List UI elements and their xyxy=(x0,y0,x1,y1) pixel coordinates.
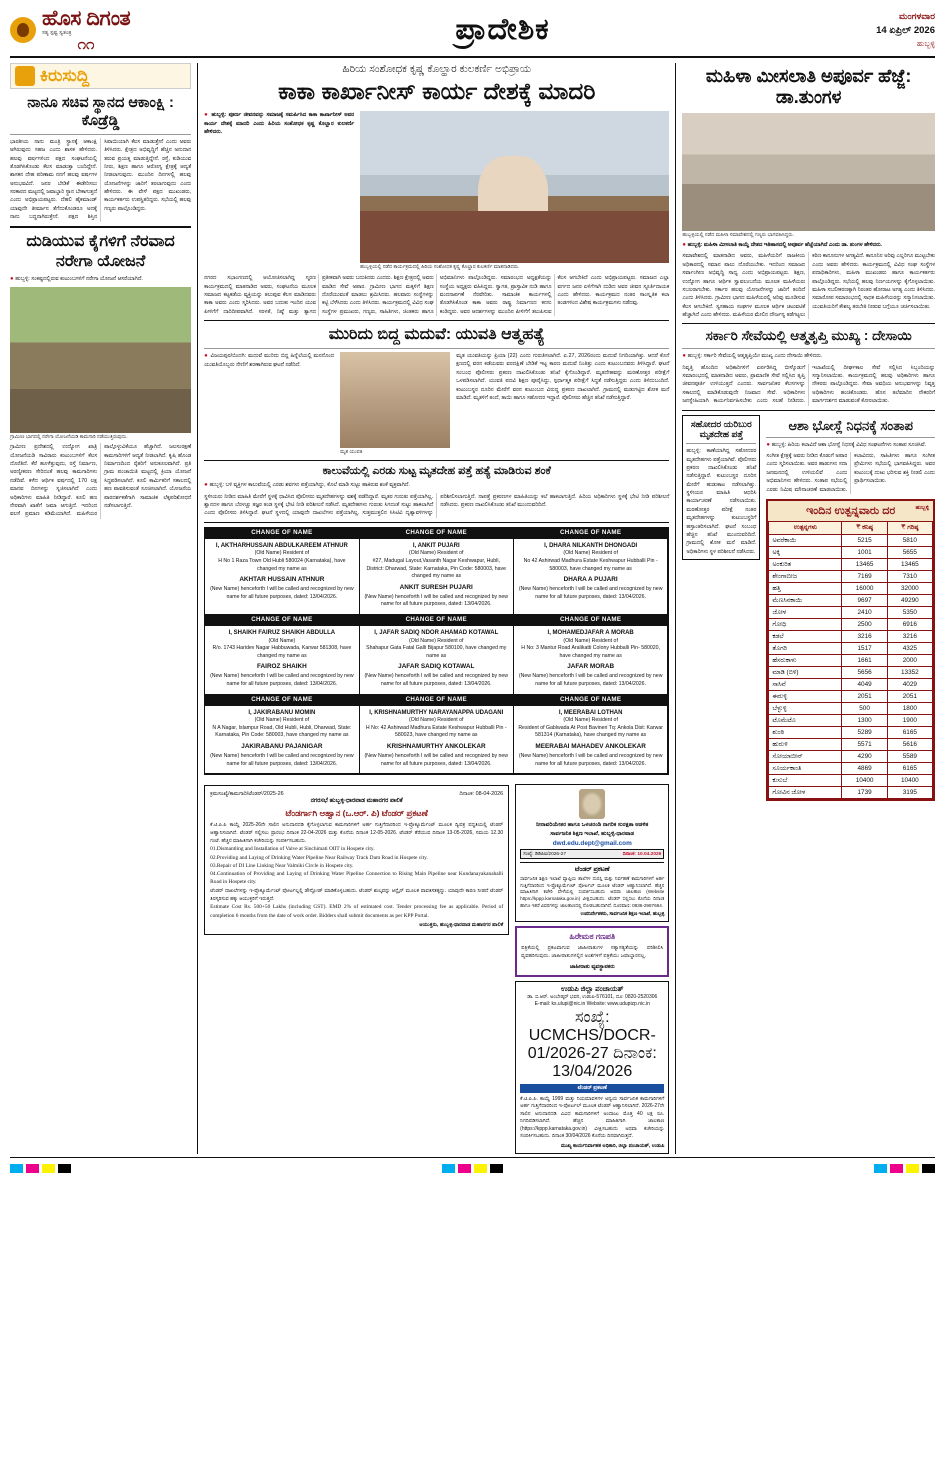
change-of-name-item xyxy=(204,527,359,615)
masthead xyxy=(10,8,935,58)
rates-product: ಶೇಂಗಾಬೀಜ xyxy=(769,571,842,583)
cmyk-registration-right xyxy=(874,1164,935,1173)
rates-min: 1001 xyxy=(842,547,887,559)
masthead-logo-text: ಹೊಸ ದಿಗಂತ xyxy=(42,7,131,30)
rates-max: 2000 xyxy=(887,655,932,667)
tender-work-1: 01.Dismantling and Installation of Valve at Sinchimati OIIT in Hospete city. xyxy=(210,846,375,853)
change-of-name-item xyxy=(359,694,514,775)
rates-max: 1800 xyxy=(887,703,932,715)
rates-min: 7169 xyxy=(842,571,887,583)
rates-min: 2051 xyxy=(842,691,887,703)
rates-product: ಅಕ್ಕಿ xyxy=(769,547,842,559)
applicant-name: I, SHAIKH FAIRUZ SHAIKH ABDULLA xyxy=(228,629,336,636)
commodity-rates-table xyxy=(766,499,935,801)
women-photo-caption: ಹುಬ್ಬಳ್ಳಿಯಲ್ಲಿ ನಡೆದ ಮಹಿಳಾ ಸಮಾವೇಶದಲ್ಲಿ ಗಣ್ಯರು ಭಾಗವಹಿಸಿದ್ದರು. xyxy=(682,231,794,238)
kiru-label: ಕಿರು xyxy=(40,65,63,85)
rates-min: 13465 xyxy=(842,559,887,571)
rates-title xyxy=(768,501,933,521)
rates-max: 1900 xyxy=(887,715,932,727)
zp-date: ದಿನಾಂಕ: 13/04/2026 xyxy=(552,1044,657,1080)
rates-product: ಮೆಣಸಿನಕಾಯಿ xyxy=(769,595,842,607)
rates-product: ಸಾಸಿವೆ xyxy=(769,679,842,691)
tender-title: ಟೆಂಡರ್ಗಾಗಿ ಆಹ್ವಾನ (ಒ.ಆರ್. ಪಿ) ಟೆಂಡರ್ ಪ್ರಕಟಣೆ xyxy=(285,808,428,819)
lead-photo xyxy=(360,111,669,263)
rates-min: 500 xyxy=(842,703,887,715)
old-name-label: (Old Name) Resident of xyxy=(563,637,618,644)
rates-max: 3216 xyxy=(887,631,932,643)
rates-min: 4049 xyxy=(842,679,887,691)
rates-product: ಟೊಮೆಟೊ xyxy=(769,715,842,727)
old-name-label: (Old Name) Resident of xyxy=(409,637,464,644)
rates-max: 5655 xyxy=(887,547,932,559)
change-of-name-bar: CHANGE OF NAME xyxy=(514,528,667,539)
rates-max: 6916 xyxy=(887,619,932,631)
rates-product: ಹತ್ತಿ xyxy=(769,583,842,595)
sudhi-label: ಸುದ್ದಿ xyxy=(62,65,90,85)
flame-logo-icon xyxy=(10,17,36,43)
masthead-day: ಮಂಗಳವಾರ xyxy=(898,11,935,22)
govt-service-lead: ● ಹುಬ್ಬಳ್ಳಿ: ಸರ್ಕಾರಿ ಸೇವೆಯಲ್ಲಿ ಆತ್ಮತೃಪ್ತಿಯೇ ಮುಖ್ಯ ಎಂದು ದೇಸಾಯಿ ಹೇಳಿದರು. xyxy=(682,352,935,361)
rates-col-product: ಉತ್ಪನ್ನಗಳು xyxy=(769,522,842,535)
declaration: (New Name) henceforth I will be called and recognized by new name for all future purposes, dated: 13/04/2026. xyxy=(364,673,509,687)
middle-column xyxy=(197,63,669,1154)
udupi-zp-ad xyxy=(515,981,669,1154)
support-body: ಹುಬ್ಬಳ್ಳಿ: ಕಾಣೆಯಾಗಿದ್ದ ಸಹೋದರರ ಮೃತದೇಹಗಳು ಪತ್ತೆಯಾಗಿವೆ. ಪೊಲೀಸರು ಪ್ರಕರಣ ದಾಖಲಿಸಿಕೊಂಡು ತನಿಖೆ ನಡೆಸುತ್ತಿದ್ದಾರೆ. ಕುಟುಂಬಸ್ಥರ ದೂರಿನ ಮೇರೆಗೆ ಹುಡುಕಾಟ ನಡೆಸಲಾಗಿತ್ತು. ಸ್ಥಳೀಯರ ಮಾಹಿತಿ ಆಧರಿಸಿ ಕಾರ್ಯಾಚರಣೆ ನಡೆಸಲಾಯಿತು. ಮರಣೋತ್ತರ ಪರೀಕ್ಷೆ ನಂತರ ಮೃತದೇಹಗಳನ್ನು ಕುಟುಂಬಸ್ಥರಿಗೆ ಹಸ್ತಾಂತರಿಸಲಾಗಿದೆ. ಘಟನೆ ಸಂಬಂಧ ಹೆಚ್ಚಿನ ತನಿಖೆ ಮುಂದುವರಿದಿದೆ. ಗ್ರಾಮದಲ್ಲಿ ಶೋಕ ಮನೆ ಮಾಡಿದೆ. ಅಧಿಕಾರಿಗಳು ಸ್ಥಳ ಪರಿಶೀಲನೆ ನಡೆಸಿದರು. xyxy=(686,448,757,555)
rates-min: 5656 xyxy=(842,667,887,679)
disclaimer-body: ಪತ್ರಿಕೆಯಲ್ಲಿ ಪ್ರಕಟವಾಗುವ ಜಾಹೀರಾತುಗಳ ಸತ್ಯಾಸತ್ಯತೆಯನ್ನು ಪರಿಶೀಲಿಸಿ ವ್ಯವಹರಿಸುವುದು. ಜಾಹೀರಾತುಗಳಲ್ಲಿನ ಅಂಶಗಳಿಗೆ ಪತ್ರಿಕೆಯು ಜವಾಬ್ದಾರನಲ್ಲ. xyxy=(521,945,664,959)
zp-body: ಕೆ.ಟಿ.ಪಿ.ಪಿ. ಕಾಯ್ದೆ 1999 ಮತ್ತು ನಿಯಮಾವಳಿಗಳ ಅನ್ವಯ ಸಾರ್ವಜನಿಕ ಕಾಮಗಾರಿಗಳಿಗೆ ಅರ್ಹ ಗುತ್ತಿಗೆದಾರರಿಂದ ಇ-ಪೋರ್ಟಲ್ ಮೂಲಕ ಟೆಂಡರ್ ಆಹ್ವಾನಿಸಲಾಗಿದೆ. 2026-27ನೇ ಸಾಲಿನ ಅನುದಾನದಡಿ ವಿವಿಧ ಕಾಮಗಾರಿಗಳಿಗೆ ಅಂದಾಜು ಮೊತ್ತ 40 ಲಕ್ಷ ರೂ. ನಿಗದಿಪಡಿಸಲಾಗಿದೆ. ಹೆಚ್ಚಿನ ಮಾಹಿತಿಗಾಗಿ ಜಾಲತಾಣ (https://kppp.karnataka.gov.in) ವೀಕ್ಷಿಸಬಹುದು ಅಥವಾ ಕಚೇರಿಯನ್ನು ಸಂಪರ್ಕಿಸಬಹುದು. ದಿನಾಂಕ 30/04/2026 ಕೊನೆಯ ದಿನವಾಗಿರುತ್ತದೆ. xyxy=(520,1095,665,1140)
address: #27, Madugal Layout,Vasanth Nagar Keshwapur, Hubli, District: Dharwad, State: Karnataka, Pin Code: 580003, have changed my name as xyxy=(366,557,507,580)
change-of-name-bar: CHANGE OF NAME xyxy=(514,695,667,706)
applicant-name: I, MEERABAI LOTHAN xyxy=(558,709,623,716)
rates-min: 1661 xyxy=(842,655,887,667)
rates-product: ಗೋಧಿ xyxy=(769,619,842,631)
rates-product: ಕುಸುಬೆ xyxy=(769,775,842,787)
canal-body: ಸ್ಥಳೀಯರು ನೀಡಿದ ಮಾಹಿತಿ ಮೇರೆಗೆ ಸ್ಥಳಕ್ಕೆ ಧಾವಿಸಿದ ಪೊಲೀಸರು ಮೃತದೇಹಗಳನ್ನು ವಶಕ್ಕೆ ಪಡೆದಿದ್ದಾರೆ. ಮೃತರ ಗುರುತು ಪತ್ತೆಯಾಗಿಲ್ಲ. ಶ್ವಾನದಳ ಹಾಗೂ ಬೆರಳಚ್ಚು ತಜ್ಞರ ತಂಡ ಸ್ಥಳಕ್ಕೆ ಭೇಟಿ ನೀಡಿ ಪರಿಶೀಲನೆ ನಡೆಸಿದೆ. ಮೃತದೇಹಗಳು ಗುರುತು ಸಿಗದಂತೆ ಸುಟ್ಟು ಹಾಕಲಾಗಿದೆ ಎಂದು ಪೊಲೀಸರು ತಿಳಿಸಿದ್ದಾರೆ. ಘಟನೆ ಸ್ಥಳದಲ್ಲಿ ಯಾವುದೇ ದಾಖಲೆಗಳು ಪತ್ತೆಯಾಗಿಲ್ಲ. ಸುತ್ತಮುತ್ತಲಿನ ಸಿಸಿಟಿವಿ ದೃಶ್ಯಾವಳಿಗಳನ್ನು ಪರಿಶೀಲಿಸಲಾಗುತ್ತಿದೆ. ನಾಪತ್ತೆ ಪ್ರಕರಣಗಳ ಮಾಹಿತಿಯನ್ನು ಕಲೆ ಹಾಕಲಾಗುತ್ತಿದೆ. ಹಿರಿಯ ಅಧಿಕಾರಿಗಳು ಸ್ಥಳಕ್ಕೆ ಭೇಟಿ ನೀಡಿ ಪರಿಶೀಲನೆ ನಡೆಸಿದರು. ಪ್ರಕರಣ ದಾಖಲಿಸಿಕೊಂಡು ತನಿಖೆ ಮುಂದುವರಿದಿದೆ. xyxy=(204,493,670,517)
canal-kicker: ಕಾಲುವೆಯಲ್ಲಿ ಎರಡು ಸುಟ್ಟ ಮೃತದೇಹ ಪತ್ತೆ ಹತ್ಯೆ ಮಾಡಿರುವ ಶಂಕೆ xyxy=(322,464,551,477)
lead-headline: ಕಾಕಾ ಕಾರ್ಖಾನೀಸ್ ಕಾರ್ಯ ದೇಶಕ್ಕೆ ಮಾದರಿ xyxy=(278,78,596,105)
old-name-label: (Old Name) Resident of xyxy=(563,717,618,724)
tender-work-4: 04.Continuation of Providing and Laying of Drinking Water Pipeline Connection to Rising Main Pipeline near Kundanayakanahalli Road in Hospete city. xyxy=(210,870,504,885)
declaration: (New Name) henceforth I will be called and recognized by new name for all future purposes, dated: 13/04/2026. xyxy=(364,593,509,608)
lead-intro: ● ಹುಬ್ಬಳ್ಳಿ: ಪೂರ್ಣ ಜೀವನವನ್ನು ಸಮಾಜಕ್ಕೆ ಸಮರ್ಪಿಸಿದ ಕಾಕಾ ಕಾರ್ಖಾನೀಸ್ ಅವರ ಕಾರ್ಯ ದೇಶಕ್ಕೆ ಮಾದರಿ ಎಂದು ಹಿರಿಯ ಸಂಶೋಧಕ ಕೃಷ್ಣ ಕೊಲ್ಹಾರ ಕುಲಕರ್ಣಿ ಹೇಳಿದರು. xyxy=(204,111,354,137)
page-footer xyxy=(10,1157,935,1173)
change-of-name-bar: CHANGE OF NAME xyxy=(205,615,358,626)
old-name-label: (Old Name) Resident of xyxy=(254,717,310,724)
rates-row xyxy=(769,583,933,595)
support-title: ಸಹೋದರ ಯರಿಬುರ ಮೃತದೇಹ ಪತ್ತೆ xyxy=(690,418,752,440)
rates-row xyxy=(769,631,933,643)
rates-min: 1517 xyxy=(842,643,887,655)
narega-photo xyxy=(10,287,191,433)
marriage-headline: ಮುರಿದು ಬಿದ್ದ ಮದುವೆ: ಯುವತಿ ಆತ್ಮಹತ್ಯೆ xyxy=(328,326,545,344)
applicant-name: I, MOHAMEDJAFAR A MORAB xyxy=(547,629,634,636)
applicant-name: I, AKTHARHUSSAIN ABDULKAREEM ATHNUR xyxy=(215,542,348,549)
rates-row xyxy=(769,643,933,655)
disclaimer-title: ಹಿರೇಮಠ ಗಣಪತಿ xyxy=(569,932,616,942)
rates-min: 3216 xyxy=(842,631,887,643)
canal-lead: ● ಹುಬ್ಬಳ್ಳಿ: ಬಳಿ ವ್ಯಕ್ತಿಗಳ ಕಾಲುವೆಯಲ್ಲಿ ಎರಡು ಶವಗಳು ಪತ್ತೆಯಾಗಿದ್ದು, ಕೊಲೆ ಮಾಡಿ ಸುಟ್ಟು ಹಾಕಿರುವ ಶಂಕೆ ವ್ಯಕ್ತವಾಗಿದೆ. xyxy=(204,481,669,490)
govt-service-body: ನಿವೃತ್ತಿ ಹೊಂದಿದ ಅಧಿಕಾರಿಗಳಿಗೆ ಏರ್ಪಡಿಸಿದ್ದ ಬೀಳ್ಕೊಡುಗೆ ಸಮಾರಂಭದಲ್ಲಿ ಮಾತನಾಡಿದ ಅವರು, ಪ್ರಾಮಾಣಿಕ ಸೇವೆ ಸಲ್ಲಿಸಿದ ತೃಪ್ತಿ ಜೀವನಪೂರ್ತಿ ಉಳಿಯುತ್ತದೆ ಎಂದರು. ಸಾರ್ವಜನಿಕರ ಕೆಲಸಗಳನ್ನು ಸಕಾಲದಲ್ಲಿ ಮಾಡಿಕೊಡುವುದೇ ನಿಜವಾದ ಸೇವೆ. ಅಧಿಕಾರಿಗಳು ಜನಸ್ನೇಹಿಯಾಗಿ ಕಾರ್ಯನಿರ್ವಹಿಸಬೇಕು ಎಂದು ಸಲಹೆ ನೀಡಿದರು. ಇಲಾಖೆಯಲ್ಲಿ ದೀರ್ಘಕಾಲ ಸೇವೆ ಸಲ್ಲಿಸಿದ ಸಿಬ್ಬಂದಿಯನ್ನು ಸನ್ಮಾನಿಸಲಾಯಿತು. ಕಾರ್ಯಕ್ರಮದಲ್ಲಿ ಹಲವು ಅಧಿಕಾರಿಗಳು ಹಾಗೂ ನೌಕರರು ಪಾಲ್ಗೊಂಡಿದ್ದರು. ಸೇವಾ ಅವಧಿಯ ಅನುಭವಗಳನ್ನು ನಿವೃತ್ತ ಅಧಿಕಾರಿಗಳು ಹಂಚಿಕೊಂಡರು. ಹೊಸ ತಲೆಮಾರಿನ ನೌಕರರಿಗೆ ಮಾರ್ಗದರ್ಶನ ಮಾಡುವಂತೆ ಕೋರಲಾಯಿತು. xyxy=(682,364,935,405)
women-lead: ● ಹುಬ್ಬಳ್ಳಿ: ಮಹಿಳಾ ಮೀಸಲಾತಿ ಕಾಯ್ದೆ ದೇಶದ ಇತಿಹಾಸದಲ್ಲಿ ಅಪೂರ್ವ ಹೆಜ್ಜೆಯಾಗಿದೆ ಎಂದು ಡಾ. ತುಂಗಳ ಹೇಳಿದರು. xyxy=(682,241,935,250)
address: N A Nagar, Islampur Road, Old Hubli, Hubli, Dharwad, State: Karnataka, Pin Code: 580003, have changed my name as xyxy=(212,724,352,739)
address: Shahapur Gata Fatal Galli Bijapur 580100, have changed my name as xyxy=(366,645,507,659)
rates-row xyxy=(769,715,933,727)
asha-body: ಸಂಗೀತ ಕ್ಷೇತ್ರಕ್ಕೆ ಅವರು ನೀಡಿದ ಕೊಡುಗೆ ಅಪಾರ ಎಂದು ಸ್ಮರಿಸಲಾಯಿತು. ಅವರ ಹಾಡುಗಳು ಸದಾ ಜನಮನದಲ್ಲಿ ಉಳಿಯಲಿವೆ ಎಂದು ಅಭಿಮಾನಿಗಳು ಹೇಳಿದರು. ಸಂತಾಪ ಸಭೆಯಲ್ಲಿ ಎರಡು ನಿಮಿಷ ಮೌನಾಚರಣೆ ಮಾಡಲಾಯಿತು. ಕಲಾವಿದರು, ಸಾಹಿತಿಗಳು ಹಾಗೂ ಸಂಗೀತ ಪ್ರೇಮಿಗಳು ಸಭೆಯಲ್ಲಿ ಭಾಗವಹಿಸಿದ್ದರು. ಅವರ ಕುಟುಂಬಕ್ಕೆ ದುಃಖ ಭರಿಸುವ ಶಕ್ತಿ ನೀಡಲಿ ಎಂದು ಪ್ರಾರ್ಥಿಸಲಾಯಿತು. xyxy=(766,453,935,493)
change-of-name-bar: CHANGE OF NAME xyxy=(360,695,513,706)
masthead-logo-tagline: ಸತ್ಯ ಸ್ಪಷ್ಟ ಸ್ವತಂತ್ರ xyxy=(42,30,72,36)
rates-product: ಕಡಲೆ xyxy=(769,631,842,643)
rates-min: 10400 xyxy=(842,775,887,787)
zp-tender-bar: ಟೆಂಡರ್ ಪ್ರಕಟಣೆ xyxy=(520,1084,664,1093)
rates-row xyxy=(769,655,933,667)
old-name-label: (Old Name) Resident of xyxy=(409,550,464,557)
narega-body: ಗ್ರಾಮೀಣ ಪ್ರದೇಶದಲ್ಲಿ ಉದ್ಯೋಗ ಖಾತ್ರಿ ಯೋಜನೆಯಡಿ ಸಾವಿರಾರು ಕುಟುಂಬಗಳಿಗೆ ಕೆಲಸ ದೊರೆತಿದೆ. ಕೆರೆ ಹೂಳೆತ್ತುವುದು, ರಸ್ತೆ ನಿರ್ಮಾಣ, ಅರಣ್ಯೀಕರಣ ಸೇರಿದಂತೆ ಹಲವು ಕಾಮಗಾರಿಗಳು ನಡೆದಿವೆ. ಕಳೆದ ಆರ್ಥಿಕ ವರ್ಷದಲ್ಲಿ 170 ಲಕ್ಷ ಮಾನವ ದಿನಗಳನ್ನು ಸೃಜಿಸಲಾಗಿದೆ ಎಂದು ಅಧಿಕಾರಿಗಳು ಮಾಹಿತಿ ನೀಡಿದ್ದಾರೆ. ಕೂಲಿ ಹಣ ನೇರವಾಗಿ ಖಾತೆಗೆ ಜಮಾ ಆಗುತ್ತಿದೆ. ಇದರಿಂದ ವಲಸೆ ಪ್ರಮಾಣ ಕಡಿಮೆಯಾಗಿದೆ. ಮಹಿಳೆಯರ ಪಾಲ್ಗೊಳ್ಳುವಿಕೆಯೂ ಹೆಚ್ಚಾಗಿದೆ. ಜಲಸಂರಕ್ಷಣೆ ಕಾಮಗಾರಿಗಳಿಗೆ ಆದ್ಯತೆ ನೀಡಲಾಗಿದೆ. ಕೃಷಿ ಹೊಂಡ ನಿರ್ಮಾಣದಿಂದ ರೈತರಿಗೆ ಅನುಕೂಲವಾಗಿದೆ. ಪ್ರತಿ ಗ್ರಾಮ ಪಂಚಾಯಿತಿ ಮಟ್ಟದಲ್ಲಿ ಕ್ರಿಯಾ ಯೋಜನೆ ಸಿದ್ಧಪಡಿಸಲಾಗಿದೆ. ಕೂಲಿ ಕಾರ್ಮಿಕರಿಗೆ ಸಕಾಲದಲ್ಲಿ ಹಣ ಪಾವತಿಸುವಂತೆ ಸೂಚಿಸಲಾಗಿದೆ. ಯೋಜನೆಯ ಪಾರದರ್ಶಕತೆಗಾಗಿ ಸಾಮಾಜಿಕ ಲೆಕ್ಕಪರಿಶೋಧನೆ ನಡೆಸಲಾಗುತ್ತಿದೆ. xyxy=(10,444,192,518)
rates-table xyxy=(768,521,933,799)
masthead-date: 14 ಏಪ್ರಿಲ್ 2026 xyxy=(876,24,935,36)
tender-work-3: 03.Repair of DI Line Linking Near Valmiki Circle in Hospete city. xyxy=(210,862,354,869)
rates-row xyxy=(769,679,933,691)
left-headline: ನಾನೂ ಸಚಿವ ಸ್ಥಾನದ ಆಕಾಂಕ್ಷಿ : ಕೊಡ್ರೆಡ್ಡಿ xyxy=(27,94,174,129)
old-name-label: (Old Name) Resident of xyxy=(254,550,310,557)
marriage-portrait-photo xyxy=(340,352,450,448)
rates-row xyxy=(769,787,933,799)
rates-product: ಮಾಡಿ (ಬಿಳಿ) xyxy=(769,667,842,679)
narega-lead: ● ಹುಬ್ಬಳ್ಳಿ: ಸಂಕಷ್ಟದಲ್ಲಿರುವ ಕುಟುಂಬಗಳಿಗೆ ನರೇಗಾ ಯೋಜನೆ ಆಸರೆಯಾಗಿದೆ. xyxy=(10,275,191,284)
rates-max: 13352 xyxy=(887,667,932,679)
zp-address: ಡಾ. ಬಿ.ಆರ್. ಅಂಬೇಡ್ಕರ್ ಭವನ, ಉಡುಪಿ-576101, ದೂ: 0820-2520306 xyxy=(527,993,658,1000)
rates-product: ಬೆಳ್ಳುಳ್ಳಿ xyxy=(769,703,842,715)
declaration: (New Name) henceforth I will be called and recognized by new name for all future purposes, dated: 13/04/2026. xyxy=(518,753,663,767)
declaration: (New Name) henceforth I will be called and recognized by new name for all future purposes, dated: 13/04/2026. xyxy=(210,673,354,687)
declaration: (New Name) henceforth I will be called and recognized by new name for all future purposes, dated: 13/04/2026. xyxy=(518,586,663,600)
dept-line-1: ನೀರಾವರಿಯೇತರ ಹಾಗೂ ಒಳಚರಂಡಿ ನಾಗರಿಕ ಸುರಕ್ಷತಾ ಆಡಳಿತ xyxy=(536,822,649,829)
cup-icon xyxy=(15,66,35,86)
rates-max: 5589 xyxy=(887,751,932,763)
women-headline: ಮಹಿಳಾ ಮೀಸಲಾತಿ ಅಪೂರ್ವ ಹೆಜ್ಜೆ: ಡಾ.ತುಂಗಳ xyxy=(705,65,912,108)
rates-product: ಗೋವಿನ ಜೋಳ xyxy=(769,787,842,799)
rates-max: 3195 xyxy=(887,787,932,799)
rates-product: ಜೋಳ xyxy=(769,607,842,619)
page-number: ೧೧ xyxy=(77,35,95,53)
support-box xyxy=(682,415,760,560)
tender-date: ದಿನಾಂಕ: 08-04-2026 xyxy=(459,791,504,798)
rates-place: ಹುಬ್ಬಳ್ಳಿ xyxy=(915,504,929,511)
disclaimer-signature: ಜಾಹೀರಾತು ವ್ಯವಸ್ಥಾಪಕರು xyxy=(569,963,615,970)
rates-product: ಹುರುಳಿ xyxy=(769,739,842,751)
rates-row xyxy=(769,691,933,703)
rates-body xyxy=(769,535,933,799)
change-of-name-item xyxy=(513,614,668,695)
rates-row xyxy=(769,547,933,559)
rates-max: 6165 xyxy=(887,727,932,739)
declaration: (New Name) henceforth I will be called and recognized by new name for all future purposes, dated: 13/04/2026. xyxy=(210,586,354,600)
rates-min: 5215 xyxy=(842,535,887,547)
applicant-name: I, DHARA NILKANTH DHONGADI xyxy=(544,542,638,549)
rates-product: ಅಂಕುರಿತ xyxy=(769,559,842,571)
rates-row xyxy=(769,571,933,583)
address: H No: 3 Mantur Road Aralikatti Colony Hubballi Pin- 580020, have changed my name as xyxy=(521,645,660,659)
rates-max: 5350 xyxy=(887,607,932,619)
change-of-name-grid xyxy=(204,527,669,775)
disclaimer-ad xyxy=(515,926,669,977)
rates-row xyxy=(769,607,933,619)
change-of-name-item xyxy=(513,527,668,615)
tender-en-footer: Estimate Cost Rs. 500+50 Lakhs (including GST). EMD 2% of estimated cost. Tender processing fee as applicable. Period of completion 6 months from the date of work order. Bidders shall submit documents as per KPP Portal. xyxy=(210,904,504,919)
dept-line-2: ಸಾರ್ವಜನಿಕ ಶಿಕ್ಷಣ ಇಲಾಖೆ, ಹುಬ್ಬಳ್ಳಿ-ಧಾರವಾಡ xyxy=(550,830,635,837)
women-body: ಸಮಾವೇಶದಲ್ಲಿ ಮಾತನಾಡಿದ ಅವರು, ಮಹಿಳೆಯರಿಗೆ ರಾಜಕೀಯ ಅಧಿಕಾರದಲ್ಲಿ ಸಮಾನ ಪಾಲು ದೊರೆಯಬೇಕು. ಇದರಿಂದ ಸಮಾಜದ ಸರ್ವಾಂಗೀಣ ಅಭಿವೃದ್ಧಿ ಸಾಧ್ಯ ಎಂದು ಅಭಿಪ್ರಾಯಪಟ್ಟರು. ಶಿಕ್ಷಣ, ಉದ್ಯೋಗ ಹಾಗೂ ಆರ್ಥಿಕ ಸ್ವಾವಲಂಬನೆಯ ಮೂಲಕ ಮಹಿಳೆಯರು ಸಬಲರಾಗಬೇಕು. ಸರ್ಕಾರ ಹಲವು ಯೋಜನೆಗಳನ್ನು ಜಾರಿಗೆ ತಂದಿದೆ ಎಂದು ತಿಳಿಸಿದರು. ಗ್ರಾಮೀಣ ಭಾಗದ ಮಹಿಳೆಯರಲ್ಲಿ ಅರಿವು ಮೂಡಿಸುವ ಕೆಲಸ ಆಗಬೇಕಿದೆ. ಸ್ವಸಹಾಯ ಸಂಘಗಳ ಮೂಲಕ ಆರ್ಥಿಕ ಚಟುವಟಿಕೆ ಹೆಚ್ಚಾಗಿದೆ ಎಂದು ಹೇಳಿದರು. ಮಹಿಳೆಯರ ಮೇಲಿನ ದೌರ್ಜನ್ಯ ತಡೆಗಟ್ಟಲು ಕಠಿಣ ಕಾನೂನುಗಳ ಅಗತ್ಯವಿದೆ. ಕಾನೂನಿನ ಅರಿವು ಎಲ್ಲರಿಗೂ ಮುಟ್ಟಬೇಕು ಎಂದು ಅವರು ಹೇಳಿದರು. ಕಾರ್ಯಕ್ರಮದಲ್ಲಿ ವಿವಿಧ ಸಂಘ ಸಂಸ್ಥೆಗಳ ಪದಾಧಿಕಾರಿಗಳು, ಮಹಿಳಾ ಮುಖಂಡರು ಹಾಗೂ ಕಾರ್ಯಕರ್ತರು ಪಾಲ್ಗೊಂಡಿದ್ದರು. ಸಭೆಯಲ್ಲಿ ಹಲವು ನಿರ್ಣಯಗಳನ್ನು ಕೈಗೊಳ್ಳಲಾಯಿತು. ಮಹಿಳಾ ಸಬಲೀಕರಣಕ್ಕಾಗಿ ನಿರಂತರ ಹೋರಾಟ ಅಗತ್ಯ ಎಂದು ತಿಳಿಸಿದರು. ಸಮಾರೋಪ ಸಮಾರಂಭದಲ್ಲಿ ಸಾಧಕ ಮಹಿಳೆಯರನ್ನು ಸನ್ಮಾನಿಸಲಾಯಿತು. ಯುವತಿಯರಿಗೆ ಕೌಶಲ್ಯ ತರಬೇತಿ ನೀಡುವ ಬಗ್ಗೆಯೂ ಚರ್ಚಿಸಲಾಯಿತು. xyxy=(682,253,936,319)
tender-kn-footer: ಟೆಂಡರ್ ದಾಖಲೆಗಳನ್ನು ಇ-ಪ್ರೊಕ್ಯೂರ್ಮೆಂಟ್ ಪೋರ್ಟಲ್ನಲ್ಲಿ ಡೌನ್ಲೋಡ್ ಮಾಡಿಕೊಳ್ಳಬಹುದು. ಟೆಂಡರ್ ಶುಲ್ಕವನ್ನು ಆನ್ಲೈನ್ ಮೂಲಕ ಪಾವತಿಸತಕ್ಕದ್ದು. ಯಾವುದೇ ಕಾರಣ ನೀಡದೆ ಟೆಂಡರ್ ತಿರಸ್ಕರಿಸುವ ಹಕ್ಕು ಆಯುಕ್ತರಿಗೆ ಇರುತ್ತದೆ. xyxy=(210,887,504,902)
government-emblem-icon xyxy=(579,789,605,819)
ad-title: ಟೆಂಡರ್ ಪ್ರಕಟಣೆ xyxy=(574,865,610,873)
rates-max: 4029 xyxy=(887,679,932,691)
rates-min: 4869 xyxy=(842,763,887,775)
narega-photo-caption: ಗ್ರಾಮೀಣ ಭಾಗದಲ್ಲಿ ನರೇಗಾ ಯೋಜನೆಯಡಿ ಕಾಮಗಾರಿ ನಡೆಯುತ್ತಿರುವುದು. xyxy=(10,433,128,440)
rates-min: 4290 xyxy=(842,751,887,763)
rates-min: 5289 xyxy=(842,727,887,739)
rates-max: 49290 xyxy=(887,595,932,607)
applicant-name: I, ANKIT PUJARI xyxy=(412,542,460,549)
rates-row xyxy=(769,535,933,547)
new-name: AKHTAR HUSSAIN ATHNUR xyxy=(239,576,325,584)
rates-max: 10400 xyxy=(887,775,932,787)
asha-lead: ● ಹುಬ್ಬಳ್ಳಿ: ಹಿರಿಯ ಕಲಾವಿದೆ ಆಶಾ ಭೋಸ್ಲೆ ನಿಧನಕ್ಕೆ ವಿವಿಧ ಸಂಘಟನೆಗಳು ಸಂತಾಪ ಸೂಚಿಸಿವೆ. xyxy=(766,441,935,450)
ad-ref-number: ಸಂಖ್ಯೆ: ಡಿಡಿಪಿಐ/2026-27 xyxy=(523,851,567,857)
rates-row xyxy=(769,751,933,763)
applicant-name: I, JAKIRABANU MOMIN xyxy=(248,709,316,716)
applicant-name: I, JAFAR SADIQ NDOR AHAMAD KOTAWAL xyxy=(374,629,499,636)
rates-max: 13465 xyxy=(887,559,932,571)
rates-row xyxy=(769,559,933,571)
rates-row xyxy=(769,595,933,607)
rates-product: ತೊಗರಿ xyxy=(769,643,842,655)
change-of-name-item xyxy=(359,614,514,695)
tender-work-2: 02.Providing and Laying of Drinking Water Pipeline Near Railway Track Dam Road in Hospete city. xyxy=(210,854,428,861)
rates-title-text: ಇಂದಿನ ಉತ್ಪನ್ನವಾರು ದರ xyxy=(806,504,896,517)
address: Resident of Gablwada At Post Bavineri Tq: Ankola Dist: Karwar 581314 (Karnataka), have changed my name as xyxy=(518,724,663,739)
rates-row xyxy=(769,703,933,715)
new-name: JAKIRABANU PAJANIGAR xyxy=(241,742,323,750)
new-name: DHARA A PUJARI xyxy=(563,576,618,584)
zp-ref: ಸಂಖ್ಯೆ: UCMCHS/DOCR-01/2026-27 xyxy=(527,1008,656,1062)
applicant-name: I, KRISHNAMURTHY NARAYANAPPA UDAGANI xyxy=(369,709,504,716)
address: No 42 Ashirwad Madhura Estate Keshwapur Hubballi Pin - 580003, have changed my name as xyxy=(523,557,658,572)
left-body: ಭಾರತೀಯ ನಾನು ಮಂತ್ರಿ ಸ್ಥಾನಕ್ಕೆ ಆಕಾಂಕ್ಷಿ ಆಗಿರುವುದು ಸಹಜ ಎಂದು ಶಾಸಕ ಹೇಳಿದರು. ಹಲವು ವರ್ಷಗಳಿಂದ ಪಕ್ಷದ ಸಂಘಟನೆಯಲ್ಲಿ ತೊಡಗಿಸಿಕೊಂಡು ಕೆಲಸ ಮಾಡುತ್ತಾ ಬಂದಿದ್ದೇನೆ. ಶಾಸಕನ ದೇಹ ಪರಿಣಾಮ ನನಗೆ ಹಲವು ವರ್ಷಗಳ ಅನುಭವವಿದೆ. ಜನರ ಬೇಡಿಕೆ ಈಡೇರಿಸಲು ಸರಕಾರದ ಮಟ್ಟದಲ್ಲಿ ಜವಾಬ್ದಾರಿ ಸ್ಥಾನ ಬೇಕಾಗುತ್ತದೆ ಎಂದು ಅಭಿಪ್ರಾಯಪಟ್ಟರು. ದೆಹಲಿ ಹೈಕಮಾಂಡ್ ಯಾವುದೇ ತೀರ್ಮಾನ ತೆಗೆದುಕೊಂಡರೂ ಅದಕ್ಕೆ ನಾನು ಬದ್ಧನಾಗಿರುತ್ತೇನೆ. ಪಕ್ಷದ ಶಿಸ್ತಿನ ಸಿಪಾಯಿಯಾಗಿ ಕೆಲಸ ಮಾಡುತ್ತೇನೆ ಎಂದು ಅವರು ತಿಳಿಸಿದರು. ಕ್ಷೇತ್ರದ ಅಭಿವೃದ್ಧಿಗೆ ಹೆಚ್ಚಿನ ಅನುದಾನ ತರುವ ಪ್ರಯತ್ನ ಮಾಡುತ್ತಿದ್ದೇನೆ. ರಸ್ತೆ, ಕುಡಿಯುವ ನೀರು, ಶಿಕ್ಷಣ ಹಾಗೂ ಆರೋಗ್ಯ ಕ್ಷೇತ್ರಕ್ಕೆ ಆದ್ಯತೆ ನೀಡಲಾಗುವುದು. ಮುಂದಿನ ದಿನಗಳಲ್ಲಿ ಹಲವು ಯೋಜನೆಗಳನ್ನು ಜಾರಿಗೆ ತರಲಾಗುವುದು ಎಂದು ಹೇಳಿದರು. ಈ ವೇಳೆ ಪಕ್ಷದ ಮುಖಂಡರು, ಕಾರ್ಯಕರ್ತರು ಉಪಸ್ಥಿತರಿದ್ದರು. ಸಭೆಯಲ್ಲಿ ಹಲವು ಗಣ್ಯರು ಪಾಲ್ಗೊಂಡಿದ್ದರು. xyxy=(10,138,192,221)
address: R/o. 1743 Haridev Nagar Habbuwada, Karwar 581308, have changed my name as xyxy=(212,645,352,659)
lead-kicker: ಹಿರಿಯ ಸಂಶೋಧಕ ಕೃಷ್ಣ ಕೊಲ್ಹಾರ ಕುಲಕರ್ಣಿ ಅಭಿಪ್ರಾಯ xyxy=(342,62,532,75)
page-title: ಪ್ರಾದೇಶಿಕ xyxy=(455,12,550,46)
rates-product: ಹೆಸರುಕಾಳು xyxy=(769,655,842,667)
page-columns xyxy=(10,63,935,1154)
zp-signature: ಮುಖ್ಯ ಕಾರ್ಯನಿರ್ವಾಹಕ ಅಧಿಕಾರಿ, ಜಿಲ್ಲಾ ಪಂಚಾಯತ್, ಉಡುಪಿ xyxy=(560,1142,665,1149)
rates-max: 7310 xyxy=(887,571,932,583)
rates-col-max: ₹ ಗರಿಷ್ಠ xyxy=(887,522,932,535)
address: H No 1 Raza Town Old Hubli 580024 (Karnataka), have changed my name as xyxy=(218,557,346,572)
tender-kn-body: ಕೆ.ಟಿ.ಪಿ.ಪಿ ಕಾಯ್ದೆ 2025-26ನೇ ಸಾಲಿನ ಅನುದಾನದಡಿ ಕೈಗೊಳ್ಳಲಾಗುವ ಕಾಮಗಾರಿಗಳಿಗೆ ಅರ್ಹ ಗುತ್ತಿಗೆದಾರರಿಂದ ಇ-ಪ್ರೊಕ್ಯೂರ್ಮೆಂಟ್ ಮೂಲಕ ದ್ವಿಪತ್ರ ಪದ್ಧತಿಯಲ್ಲಿ ಟೆಂಡರ್ ಆಹ್ವಾನಿಸಲಾಗಿದೆ. ಟೆಂಡರ್ ಸಲ್ಲಿಸಲು ಪ್ರಾರಂಭ ದಿನಾಂಕ 22-04-2026 ಮತ್ತು ಕೊನೆಯ ದಿನಾಂಕ 12-05-2026. ಟೆಂಡರ್ ತೆರೆಯುವ ದಿನಾಂಕ 13-05-2026, ಸಮಯ 12.30 ಗಂಟೆ. ಹೆಚ್ಚಿನ ಮಾಹಿತಿಗಾಗಿ ಕಚೇರಿಯನ್ನು ಸಂಪರ್ಕಿಸಬಹುದು. xyxy=(210,822,504,844)
address: H No: 42 Ashirwad Madhura Estate Keshwapur Hubballi Pin - 580023, have changed my name as xyxy=(365,724,507,739)
ad-signature: ಉಪನಿರ್ದೇಶಕರು, ಸಾರ್ವಜನಿಕ ಶಿಕ್ಷಣ ಇಲಾಖೆ, ಹುಬ್ಬಳ್ಳಿ xyxy=(580,912,665,918)
cmyk-registration-left xyxy=(10,1164,71,1173)
change-of-name-item xyxy=(204,694,359,775)
rates-header-row xyxy=(769,522,933,535)
zp-email: E-mail: ks.ulupi@nic.in Website: www.udupizp.nic.in xyxy=(534,1001,650,1008)
rates-product: ಶುಂಠಿ xyxy=(769,727,842,739)
zp-title: ಉಡುಪಿ ಜಿಲ್ಲಾ ಪಂಚಾಯತ್ xyxy=(561,985,624,993)
change-of-name-bar: CHANGE OF NAME xyxy=(360,615,513,626)
change-of-name-bar: CHANGE OF NAME xyxy=(514,615,667,626)
rates-max: 5810 xyxy=(887,535,932,547)
dept-email: dwd.edu.dept@gmail.com xyxy=(552,839,632,847)
new-name: MEERABAI MAHADEV ANKOLEKAR xyxy=(535,742,646,750)
new-name: JAFAR MORAB xyxy=(567,663,615,671)
rates-product: ಸೂರ್ಯಕಾಂತಿ xyxy=(769,763,842,775)
rates-max: 32000 xyxy=(887,583,932,595)
change-of-name-item xyxy=(513,694,668,775)
rates-max: 6165 xyxy=(887,763,932,775)
declaration: (New Name) henceforth I will be called and recognized by new name for all future purposes, dated: 13/04/2026. xyxy=(364,753,509,767)
rates-row xyxy=(769,775,933,787)
govt-service-headline: ಸರ್ಕಾರಿ ಸೇವೆಯಲ್ಲಿ ಆತ್ಮತೃಪ್ತಿ ಮುಖ್ಯ : ದೇಸಾಯಿ xyxy=(705,328,912,344)
rates-min: 5571 xyxy=(842,739,887,751)
left-column xyxy=(10,63,191,1154)
rates-row xyxy=(769,667,933,679)
rates-min: 1300 xyxy=(842,715,887,727)
rates-row xyxy=(769,619,933,631)
rates-product: ಅವರೆಕಾಯಿ xyxy=(769,535,842,547)
right-column xyxy=(675,63,935,1154)
change-of-name-bar: CHANGE OF NAME xyxy=(360,528,513,539)
masthead-edition: ಹುಬ್ಬಳ್ಳಿ xyxy=(916,39,935,48)
change-of-name-item xyxy=(359,527,514,615)
new-name: FAIROZ SHAIKH xyxy=(257,663,307,671)
marriage-lead: ● ವಿಜಯಪುರ/ಬಿಂದಗಿ: ಮದುವೆ ಮುರಿದು ಬಿದ್ದ ಹಿನ್ನೆಲೆಯಲ್ಲಿ ಮನನೊಂದ ಯುವತಿಯೊಬ್ಬರು ನೇಣಿಗೆ ಶರಣಾಗಿರುವ ಘಟನೆ ನಡೆದಿದೆ. xyxy=(204,352,334,370)
declaration: (New Name) henceforth I will be called and recognized by new name for all future purposes, dated: 13/04/2026. xyxy=(518,673,663,687)
new-name: ANKIT SURESH PUJARI xyxy=(399,583,473,591)
rates-max: 2051 xyxy=(887,691,932,703)
change-of-name-item xyxy=(204,614,359,695)
rates-product: ಈರುಳ್ಳಿ xyxy=(769,691,842,703)
education-dept-ad xyxy=(515,784,669,922)
rates-min: 16000 xyxy=(842,583,887,595)
old-name-label: (Old Name) Resident of xyxy=(563,550,618,557)
rates-min: 9697 xyxy=(842,595,887,607)
cmyk-registration-center xyxy=(442,1164,503,1173)
marriage-photo-caption: ಮೃತ ಯುವತಿ xyxy=(340,449,363,456)
women-photo xyxy=(682,113,935,231)
rates-row xyxy=(769,763,933,775)
tender-signature: ಆಯುಕ್ತರು, ಹುಬ್ಬಳ್ಳಿ-ಧಾರವಾಡ ಮಹಾನಗರ ಪಾಲಿಕೆ xyxy=(419,921,504,928)
rates-min: 2410 xyxy=(842,607,887,619)
lead-body: ನಗರದ ಸಭಾಂಗಣದಲ್ಲಿ ಆಯೋಜಿಸಲಾಗಿದ್ದ ಸ್ಮರಣ ಕಾರ್ಯಕ್ರಮದಲ್ಲಿ ಮಾತನಾಡಿದ ಅವರು, ಸಂಘಟನೆಯ ಮೂಲಕ ಸಮಾಜದ ಕಟ್ಟಕಡೆಯ ವ್ಯಕ್ತಿಯನ್ನು ತಲುಪುವ ಕೆಲಸ ಮಾಡಿದವರು ಕಾಕಾ ಅವರು ಎಂದು ಸ್ಮರಿಸಿದರು. ಅವರ ಬದುಕು ಇಂದಿನ ಯುವ ಪೀಳಿಗೆಗೆ ದಾರಿದೀಪವಾಗಿದೆ. ಸರಳತೆ, ನಿಷ್ಠೆ ಮತ್ತು ತ್ಯಾಗದ ಪ್ರತೀಕವಾಗಿ ಅವರು ಬದುಕಿದರು ಎಂದರು. ಶಿಕ್ಷಣ ಕ್ಷೇತ್ರದಲ್ಲಿ ಅವರು ಮಾಡಿದ ಸೇವೆ ಅಪಾರ. ಗ್ರಾಮೀಣ ಭಾಗದ ಮಕ್ಕಳಿಗೆ ಶಿಕ್ಷಣ ದೊರೆಯುವಂತೆ ಮಾಡಲು ಶ್ರಮಿಸಿದರು. ಹಲವಾರು ಸಂಸ್ಥೆಗಳನ್ನು ಕಟ್ಟಿ ಬೆಳೆಸಿದರು ಎಂದು ತಿಳಿಸಿದರು. ಕಾರ್ಯಕ್ರಮದಲ್ಲಿ ವಿವಿಧ ಸಂಘ ಸಂಸ್ಥೆಗಳ ಪ್ರಮುಖರು, ಗಣ್ಯರು, ಸಾಹಿತಿಗಳು, ಚಿಂತಕರು ಹಾಗೂ ಅಭಿಮಾನಿಗಳು ಪಾಲ್ಗೊಂಡಿದ್ದರು. ಸಮಾರಂಭದ ಅಧ್ಯಕ್ಷತೆಯನ್ನು ಸಂಸ್ಥೆಯ ಅಧ್ಯಕ್ಷರು ವಹಿಸಿದ್ದರು. ಸ್ವಾಗತ, ಪ್ರಾಸ್ತಾವಿಕ ನುಡಿ ಹಾಗೂ ವಂದನಾರ್ಪಣೆ ನೆರವೇರಿತು. ಸಾಮಾಜಿಕ ಕಾರ್ಯಗಳಲ್ಲಿ ತೊಡಗಿಸಿಕೊಂಡ ಕಾಕಾ ಅವರು ರಾಷ್ಟ್ರ ನಿರ್ಮಾಣದ ಕನಸು ಕಂಡಿದ್ದರು. ಅವರ ಆದರ್ಶಗಳನ್ನು ಮುಂದಿನ ಪೀಳಿಗೆಗೆ ತಲುಪಿಸುವ ಕೆಲಸ ಆಗಬೇಕಿದೆ ಎಂದು ಅಭಿಪ್ರಾಯಪಟ್ಟರು. ಸಮಾಜದ ಎಲ್ಲಾ ವರ್ಗದ ಜನರ ಏಳಿಗೆಗಾಗಿ ದುಡಿದ ಅವರ ಜೀವನ ಸ್ಫೂರ್ತಿದಾಯಕ ಎಂದು ಹೇಳಿದರು. ಕಾರ್ಯಕ್ರಮದ ನಂತರ ಸಾಂಸ್ಕೃತಿಕ ಕಲಾ ತಂಡಗಳಿಂದ ವಿಶೇಷ ಕಾರ್ಯಕ್ರಮಗಳು ನಡೆದವು. xyxy=(204,275,670,315)
municipal-tender-ad xyxy=(204,785,509,935)
tender-org: ನಗರಸಭೆ ಹುಬ್ಬಳ್ಳಿ-ಧಾರವಾಡ ಮಹಾನಗರ ಪಾಲಿಕೆ xyxy=(310,798,403,805)
declaration: (New Name) henceforth I will be called and recognized by new name for all future purposes, dated: 13/04/2026. xyxy=(210,753,354,767)
rates-min: 1739 xyxy=(842,787,887,799)
narega-headline: ದುಡಿಯುವ ಕೈಗಳಿಗೆ ನೆರವಾದ ನರೇಗಾ ಯೋಜನೆ xyxy=(26,232,175,270)
ad-body: ಸಾರ್ವಜನಿಕ ಶಿಕ್ಷಣ ಇಲಾಖೆ ವ್ಯಾಪ್ತಿಯ ಶಾಲೆಗಳ ದುರಸ್ತಿ ಮತ್ತು ನಿರ್ವಹಣೆ ಕಾಮಗಾರಿಗಳಿಗೆ ಅರ್ಹ ಗುತ್ತಿಗೆದಾರರಿಂದ ಇ-ಪ್ರೊಕ್ಯೂರ್ಮೆಂಟ್ ಪೋರ್ಟಲ್ ಮೂಲಕ ಟೆಂಡರ್ ಆಹ್ವಾನಿಸಲಾಗಿದೆ. ಹೆಚ್ಚಿನ ಮಾಹಿತಿಗಾಗಿ ಕಚೇರಿ ವೇಳೆಯಲ್ಲಿ ಸಂಪರ್ಕಿಸಬಹುದು ಅಥವಾ ಜಾಲತಾಣ (Website https://kppp.karnataka.gov.in) ವೀಕ್ಷಿಸಬಹುದು. ಟೆಂಡರ್ ಸಲ್ಲಿಸಲು ಕೊನೆಯ ದಿನಾಂಕ ಹಾಗೂ ಇತರೆ ವಿವರಗಳನ್ನು ಜಾಲತಾಣದಲ್ಲಿ ನೋಡಬಹುದಾಗಿದೆ. ದೂರವಾಣಿ: 0836-2987684. xyxy=(520,875,665,908)
change-of-name-bar: CHANGE OF NAME xyxy=(205,695,358,706)
lead-photo-caption: ಹುಬ್ಬಳ್ಳಿಯಲ್ಲಿ ನಡೆದ ಕಾರ್ಯಕ್ರಮದಲ್ಲಿ ಹಿರಿಯ ಸಂಶೋಧಕ ಕೃಷ್ಣ ಕೊಲ್ಹಾರ ಕುಲಕರ್ಣಿ ಮಾತನಾಡಿದರು. xyxy=(360,263,520,270)
new-name: JAFAR SADIQ KOTAWAL xyxy=(398,663,475,671)
rates-max: 5616 xyxy=(887,739,932,751)
rates-row xyxy=(769,739,933,751)
rates-min: 2500 xyxy=(842,619,887,631)
rates-product: ಸೋಯಾಬೀನ್ xyxy=(769,751,842,763)
old-name-label: (Old Name) Resident of xyxy=(409,717,464,724)
change-of-name-bar: CHANGE OF NAME xyxy=(205,528,358,539)
rates-col-min: ₹ ಕನಿಷ್ಠ xyxy=(842,522,887,535)
ad-date: ದಿನಾಂಕ: 10.04.2026 xyxy=(622,851,662,857)
new-name: KRISHNAMURTHY ANKOLEKAR xyxy=(386,742,486,750)
old-name-label: (Old Name) xyxy=(268,637,296,644)
rates-max: 4325 xyxy=(887,643,932,655)
rates-row xyxy=(769,727,933,739)
asha-headline: ಆಶಾ ಭೋಸ್ಲೆ ನಿಧನಕ್ಕೆ ಸಂತಾಪ xyxy=(788,417,913,433)
masthead-date-block xyxy=(765,10,935,49)
tender-ref: ಕ್ರಮಸಂಖ್ಯೆ/ಕಾಮಗಾರಿ/ಟೆಂಡರ್/2025-26 xyxy=(210,791,284,798)
marriage-body-a: ಮೃತ ಯುವತಿಯನ್ನು ಪ್ರಿಯಾ (22) ಎಂದು ಗುರುತಿಸಲಾಗಿದೆ. ಏ.27, 2026ರಂದು ಮದುವೆ ನಿಗದಿಯಾಗಿತ್ತು. ಆದರೆ ಕೊನೆ ಕ್ಷಣದಲ್ಲಿ ವರನ ಕಡೆಯವರು ವರದಕ್ಷಿಣೆ ಬೇಡಿಕೆ ಇಟ್ಟ ಕಾರಣ ಮದುವೆ ನಿಂತಿತ್ತು ಎಂದು ಕುಟುಂಬದವರು ತಿಳಿಸಿದ್ದಾರೆ. ಘಟನೆ ಸಂಬಂಧ ಪೊಲೀಸರು ಪ್ರಕರಣ ದಾಖಲಿಸಿಕೊಂಡು ತನಿಖೆ ಕೈಗೊಂಡಿದ್ದಾರೆ. ಮೃತದೇಹವನ್ನು ಮರಣೋತ್ತರ ಪರೀಕ್ಷೆಗೆ ಒಳಪಡಿಸಲಾಗಿದೆ. ಯುವತಿ ಪದವಿ ಶಿಕ್ಷಣ ಪೂರೈಸಿದ್ದು, ಸ್ಪರ್ಧಾತ್ಮಕ ಪರೀಕ್ಷೆಗೆ ಸಿದ್ಧತೆ ನಡೆಸುತ್ತಿದ್ದರು ಎಂದು ತಿಳಿದುಬಂದಿದೆ. ಕುಟುಂಬಸ್ಥರ ದೂರಿನ ಮೇರೆಗೆ ವರನ ಕುಟುಂಬದ ವಿರುದ್ಧ ಪ್ರಕರಣ ದಾಖಲಾಗಿದೆ. ಗ್ರಾಮದಲ್ಲಿ ಮಡುಗಟ್ಟಿದ ಶೋಕ ಮನೆ ಮಾಡಿದೆ. ಮೃತಳಿಗೆ ತಂದೆ, ತಾಯಿ ಹಾಗೂ ಸಹೋದರ ಇದ್ದಾರೆ. ಪೊಲೀಸರು ಹೆಚ್ಚಿನ ತನಿಖೆ ನಡೆಸುತ್ತಿದ್ದಾರೆ. xyxy=(456,353,670,401)
newspaper-logo xyxy=(10,8,240,52)
kiru-sudhi-header xyxy=(10,63,191,89)
